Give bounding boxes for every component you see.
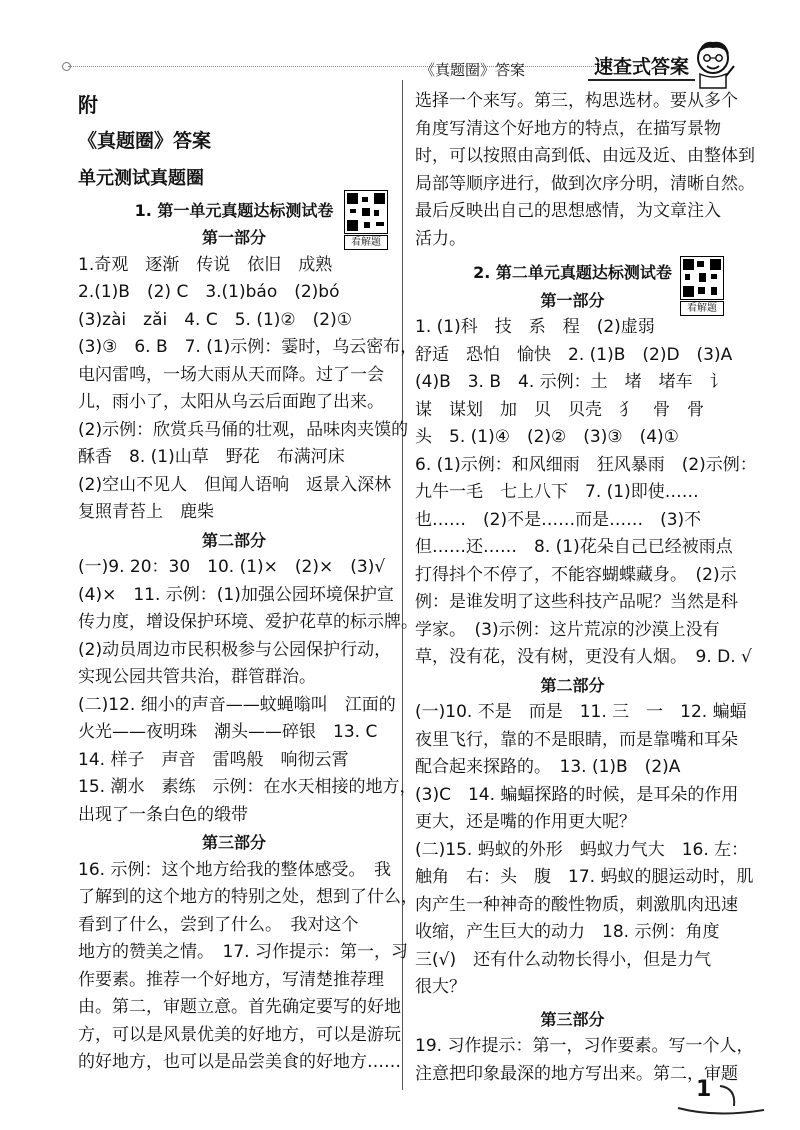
appendix-heading: 附 <box>78 93 98 117</box>
answer-line: 三(√) 还有什么动物长得小，但是力气 <box>415 949 712 970</box>
answer-line: (3)zài zǎi 4. C 5. (1)② (2)① <box>78 309 352 330</box>
test1-part2-heading: 第二部分 <box>201 530 266 550</box>
answer-line: 6. (1)示例：和风细雨 狂风暴雨 (2)示例： <box>415 454 757 475</box>
test1-part3-heading: 第三部分 <box>201 833 266 852</box>
answer-line: 舒适 恐怕 愉快 2. (1)B (2)D (3)A <box>415 344 733 365</box>
answer-line: 作要素。推荐一个好地方，写清楚推荐理 <box>78 969 384 990</box>
page-number: 1 <box>696 1077 712 1102</box>
qr-code-icon <box>680 256 724 300</box>
answer-line: 打得抖个不停了，不能容蝴蝶藏身。 (2)示 <box>415 564 737 585</box>
answer-line: 学家。 (3)示例：这片荒凉的沙漠上没有 <box>415 619 720 640</box>
answer-line: 九牛一毛 七上八下 7. (1)即使…… <box>415 482 699 502</box>
test2-part3-heading: 第三部分 <box>540 1009 605 1029</box>
answer-line: (一)9. 20：30 10. (1)× (2)× (3)√ <box>78 557 386 577</box>
answer-line: 更大，还是嘴的作用更大呢？ <box>415 812 636 832</box>
answer-line: 传力度，增设保护环境、爱护花草的标示牌。 <box>78 612 418 632</box>
qr-label: 看解题 <box>344 235 388 250</box>
answer-line: 电闪雷鸣，一场大雨从天而降。过了一会 <box>78 364 384 385</box>
test1-part3-body <box>78 857 418 1077</box>
answer-line: 了解到的这个地方的特别之处，想到了什么， <box>78 887 418 907</box>
answer-line: 19. 习作提示：第一，习作要素。写一个人， <box>415 1036 754 1056</box>
answer-line: (4)B 3. B 4. 示例：土 堵 堵车 讠 <box>415 372 727 392</box>
test1-part1-heading: 第一部分 <box>201 228 266 247</box>
page-header <box>0 0 800 90</box>
answer-line: 注意把印象最深的地方写出来。第二，审题 <box>415 1063 738 1084</box>
answer-line: 的好地方，也可以是品尝美食的好地方…… <box>78 1052 401 1072</box>
answer-line: (3)C 14. 蝙蝠探路的时候，是耳朵的作用 <box>415 784 739 805</box>
qr-code-icon <box>344 190 388 234</box>
test1-part2-body <box>78 554 418 829</box>
answer-line: 酥香 8. (1)山草 野花 布满河床 <box>78 447 345 467</box>
answer-line: 最后反映出自己的思想感情，为文章注入 <box>415 201 721 221</box>
answer-line: (一)10. 不是 而是 11. 三 一 12. 蝙蝠 <box>415 702 747 722</box>
test2-qr[interactable] <box>680 256 724 314</box>
test2-part2-heading: 第二部分 <box>540 675 605 695</box>
answer-line: 1. (1)科 技 系 程 (2)虚弱 <box>415 317 655 337</box>
answer-line: 草，没有花，没有树，更没有人烟。 9. D. √ <box>415 647 752 667</box>
header-brand: 速查式答案 <box>588 52 695 81</box>
answer-line: 由。第二，审题立意。首先确定要写的好地 <box>78 997 401 1017</box>
book-answer-heading: 《真题圈》答案 <box>78 129 212 152</box>
answer-line: 夜里飞行，靠的不是眼睛，而是靠嘴和耳朵 <box>415 729 738 750</box>
header-book-title: 《真题圈》答案 <box>420 61 526 79</box>
answer-line: 也…… (2)不是……而是…… (3)不 <box>415 509 702 530</box>
page-corner-curve <box>676 1080 766 1120</box>
answer-line: 头 5. (1)④ (2)② (3)③ (4)① <box>415 427 679 447</box>
answer-line: 局部等顺序进行，做到次序分明，清晰自然。 <box>415 173 755 194</box>
test1-part1-body <box>78 252 418 527</box>
answer-line: (4)× 11. 示例：(1)加强公园环境保护宣 <box>78 584 394 605</box>
answer-line: (3)③ 6. B 7. (1)示例：霎时，乌云密布， <box>78 337 418 357</box>
answer-line: (二)12. 细小的声音——蚊蝇嗡叫 江面的 <box>78 694 396 715</box>
answer-line: 很大？ <box>415 977 466 997</box>
answer-line: 14. 样子 声音 雷鸣般 响彻云霄 <box>78 749 349 770</box>
answer-line: 看到了什么，尝到了什么。 我对这个 <box>78 914 359 935</box>
answer-line: 16. 示例：这个地方给我的整体感受。 我 <box>78 859 391 880</box>
right-column <box>415 88 757 1088</box>
mascot-icon <box>688 36 738 90</box>
answer-line: (2)动员周边市民积极参与公园保护行动， <box>78 639 392 660</box>
answer-line: (2)空山不见人 但闻人语响 返景入深林 <box>78 474 392 495</box>
answer-line: 出现了一条白色的缎带 <box>78 804 248 825</box>
answer-line: 触角 右：头 腹 17. 蚂蚁的腿运动时，肌 <box>415 867 754 887</box>
answer-line: 角度写清这个好地方的特点，在描写景物 <box>415 118 721 139</box>
test1-title-text: 1. 第一单元真题达标测试卷 <box>134 200 334 220</box>
test2-part1-heading: 第一部分 <box>540 290 605 310</box>
answer-line: 配合起来探路的。 13. (1)B (2)A <box>415 757 681 777</box>
answer-line: 儿，雨小了，太阳从乌云后面跑了出来。 <box>78 392 384 412</box>
answer-line: 火光——夜明珠 潮头——碎银 13. C <box>78 722 378 742</box>
answer-line: (2)示例：欣赏兵马俑的壮观，品味肉夹馍的 <box>78 419 409 440</box>
test2-title-text: 2. 第二单元真题达标测试卷 <box>473 263 672 282</box>
unit-test-heading: 单元测试真题圈 <box>78 168 204 189</box>
answer-line: 选择一个来写。第三，构思选材。要从多个 <box>415 91 738 111</box>
qr-label: 看解题 <box>680 301 724 316</box>
answer-line: 时，可以按照由高到低、由远及近、由整体到 <box>415 146 755 166</box>
test1-essay-continued <box>415 88 755 253</box>
answer-line: (二)15. 蚂蚁的外形 蚂蚁力气大 16. 左： <box>415 839 749 860</box>
answer-line: 1.奇观 逐渐 传说 依旧 成熟 <box>78 254 333 275</box>
answer-line: 15. 潮水 素练 示例：在水天相接的地方， <box>78 777 417 797</box>
answer-line: 但……还…… 8. (1)花朵自己已经被雨点 <box>415 537 733 557</box>
test2-part2-body <box>415 699 754 1002</box>
answer-line: 地方的赞美之情。 17. 习作提示：第一，习 <box>78 942 408 962</box>
answer-line: 收缩，产生巨大的动力 18. 示例：角度 <box>415 922 720 942</box>
answer-line: 复照青苔上 鹿柴 <box>78 502 214 522</box>
answer-line: 活力。 <box>415 228 466 249</box>
test2-part1-body <box>415 314 757 672</box>
answer-line: 方，可以是风景优美的好地方，可以是游玩 <box>78 1024 401 1045</box>
column-divider <box>402 80 403 1090</box>
answer-line: 谋 谋划 加 贝 贝壳 犭 骨 骨 <box>415 399 704 420</box>
answer-line: 例：是谁发明了这些科技产品呢？当然是科 <box>415 592 738 612</box>
answer-line: 实现公园共管共治，群管群治。 <box>78 667 316 687</box>
answer-line: 2.(1)B (2) C 3.(1)báo (2)bó <box>78 282 340 302</box>
header-rule <box>68 66 608 67</box>
answer-line: 肉产生一种神奇的酸性物质，刺激肌肉迅速 <box>415 894 738 915</box>
test1-qr[interactable] <box>344 190 388 248</box>
